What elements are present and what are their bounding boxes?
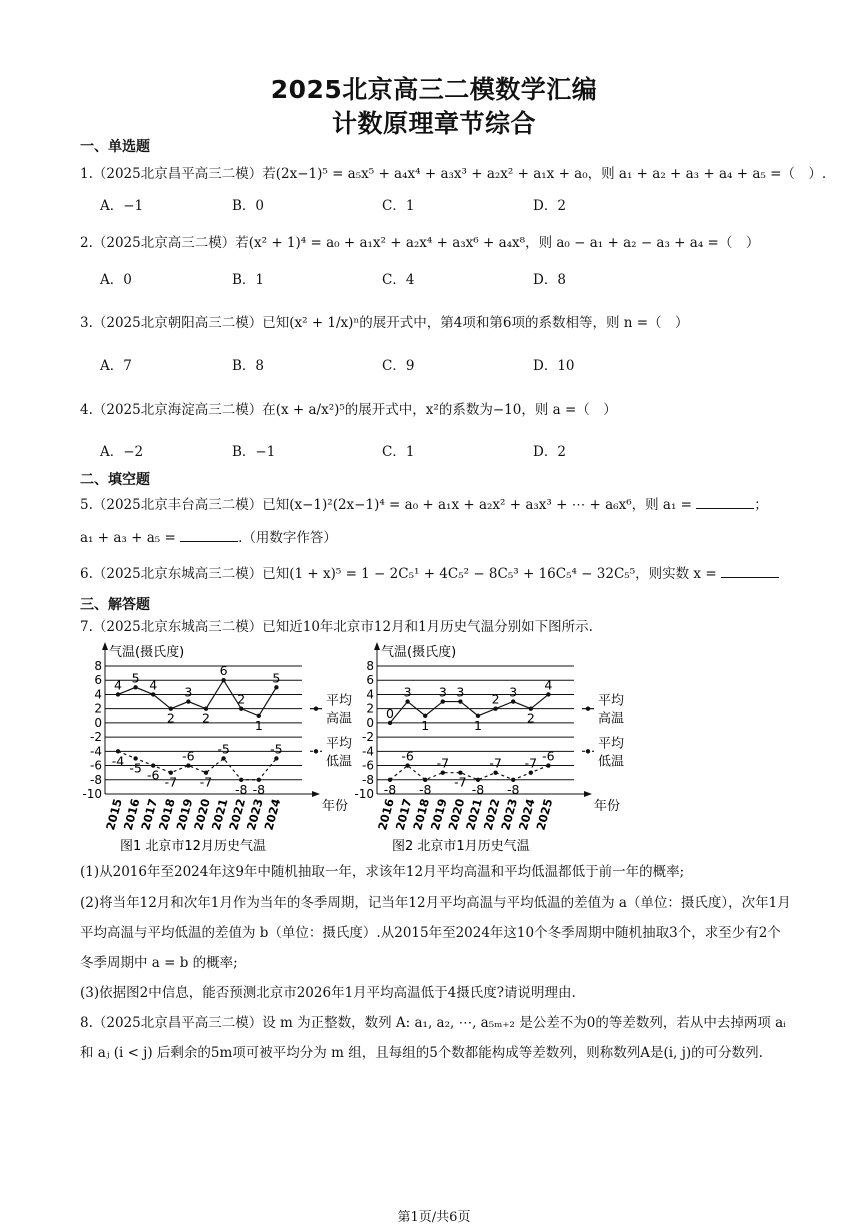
data-point-high <box>116 692 120 696</box>
data-point-low <box>274 756 278 760</box>
data-label: -8 <box>506 781 520 797</box>
data-point-high <box>388 721 392 725</box>
question-6-stem: 6.（2025北京东城高三二模）已知(1 + x)⁵ = 1 − 2C₅¹ + 4C₅² − 8C₅³ + 16C₅⁴ − 32C₅⁵，则实数 x = <box>80 566 717 582</box>
question-1-stem: 1.（2025北京昌平高三二模）若(2x−1)⁵ = a₅x⁵ + a₄x⁴ + a₃x³ + a₂x² + a₁x + a₀，则 a₁ + a₂ + a₃ + a₄ + a₅ =（ ）. <box>80 166 827 182</box>
data-label: 4 <box>544 677 553 693</box>
data-label: -5 <box>270 741 283 757</box>
y-tick-label: 6 <box>366 673 374 688</box>
question-4-stem: 4.（2025北京海淀高三二模）在(x + a/x²)⁵的展开式中，x²的系数为−10，则 a =（ ） <box>80 402 617 418</box>
data-point-high <box>511 699 515 703</box>
data-point-low <box>441 770 445 774</box>
y-tick-label: -2 <box>362 730 374 745</box>
x-tick-label: 2017 <box>392 797 415 832</box>
legend-label-low: 平均 <box>598 736 625 752</box>
y-tick-label: 8 <box>94 659 102 673</box>
data-label: 4 <box>149 677 158 693</box>
x-tick-label: 2020 <box>445 797 468 832</box>
data-label: -8 <box>234 781 248 797</box>
x-tick-label: 2016 <box>120 797 143 832</box>
data-label: -8 <box>471 781 485 797</box>
data-label: 2 <box>202 710 210 726</box>
q1-option-b: B．0 <box>232 198 265 214</box>
data-label: 3 <box>456 684 465 700</box>
y-tick-label: -6 <box>362 758 374 773</box>
legend-marker-high <box>586 706 590 710</box>
data-label: 3 <box>403 684 412 700</box>
chart-caption: 图2 北京市1月历史气温 <box>392 839 530 854</box>
x-tick-label: 2021 <box>463 797 485 832</box>
x-tick-label: 2022 <box>480 797 503 832</box>
data-label: 2 <box>526 710 535 726</box>
y-tick-label: -8 <box>90 772 102 787</box>
data-point-high <box>458 699 462 703</box>
q1-option-a: A．−1 <box>100 198 144 214</box>
data-label: 4 <box>114 677 122 693</box>
question-8-stem: 8.（2025北京昌平高三二模）设 m 为正整数，数列 A: a₁, a₂, ⋯, a₅ₘ₊₂ 是公差不为0的等差数列，若从中去掉两项 aᵢ 和 aⱼ (i < j) 后剩余的5m项可被平均分为 m 组，且每组的5个数都能构成等差数列，则称数列A是(i, j)的可分数列. <box>80 1015 786 1061</box>
data-point-high <box>493 706 497 710</box>
x-tick-label: 2019 <box>427 797 450 832</box>
question-7-part-1: (1)从2016年至2024年这9年中随机抽取一年，求该年12月平均高温和平均低温都低于前一年的概率; <box>80 864 685 880</box>
legend-label-high-2: 高温 <box>598 711 625 727</box>
data-label: -7 <box>489 755 502 771</box>
x-tick-label: 2018 <box>155 797 178 832</box>
q2-option-a: A．0 <box>100 272 132 288</box>
q2-option-d: D．8 <box>533 272 566 288</box>
y-tick-label: -6 <box>90 758 102 773</box>
question-7-intro: 7.（2025北京东城高三二模）已知近10年北京市12月和1月历史气温分别如下图所示. <box>80 619 593 635</box>
data-label: -8 <box>383 781 397 797</box>
y-tick-label: 6 <box>94 673 102 688</box>
data-point-high <box>546 692 550 696</box>
data-point-high <box>441 699 445 703</box>
data-label: 0 <box>386 705 394 721</box>
question-5-line1: 5.（2025北京丰台高三二模）已知(x−1)²(2x−1)⁴ = a₀ + a₁x + a₂x² + a₃x³ + ⋯ + a₆x⁶，则 a₁ = ； <box>80 493 768 513</box>
x-tick-label: 2017 <box>138 797 161 832</box>
chart-january-temperature <box>352 636 642 858</box>
q3-option-a: A．7 <box>100 358 132 374</box>
question-5-second-part: a₁ + a₃ + a₅ = <box>80 530 176 546</box>
x-tick-label: 2015 <box>103 797 125 832</box>
data-point-high <box>221 678 225 682</box>
x-axis-arrow <box>584 791 592 797</box>
section-heading-answer: 三、解答题 <box>80 597 150 613</box>
data-label: 2 <box>237 691 246 707</box>
legend-label-high: 平均 <box>598 693 625 709</box>
data-label: 3 <box>438 684 447 700</box>
y-tick-label: -10 <box>82 787 102 801</box>
data-point-high <box>186 699 190 703</box>
document-title: 2025北京高三二模数学汇编 <box>270 75 598 104</box>
x-tick-label: 2024 <box>261 797 284 832</box>
y-tick-label: 2 <box>366 701 374 716</box>
q1-option-d: D．2 <box>533 198 566 214</box>
legend-marker-low <box>586 749 590 753</box>
y-tick-label: 8 <box>366 659 374 673</box>
y-tick-label: 0 <box>94 715 102 730</box>
q4-option-a: A．−2 <box>100 444 144 460</box>
data-point-low <box>529 770 533 774</box>
data-label: -6 <box>146 767 160 783</box>
page-footer: 第1页/共6页 <box>397 1210 471 1225</box>
data-point-high <box>133 685 137 689</box>
data-label: -4 <box>111 753 125 769</box>
x-tick-label: 2022 <box>226 797 249 832</box>
question-7-part-3: (3)依据图2中信息，能否预测北京市2026年1月平均高温低于4摄氏度?请说明理由. <box>80 985 576 1001</box>
data-label: -6 <box>401 748 414 764</box>
data-label: -7 <box>199 774 213 790</box>
q1-option-c: C．1 <box>382 198 415 214</box>
data-point-high <box>239 706 243 710</box>
y-axis-arrow <box>102 642 108 650</box>
y-axis-arrow <box>374 642 380 650</box>
q5-blank-1[interactable] <box>696 494 754 509</box>
data-label: 5 <box>131 670 140 686</box>
data-label: 6 <box>219 663 228 679</box>
legend-label-high-2: 高温 <box>326 711 353 727</box>
data-label: 2 <box>491 691 500 707</box>
x-tick-label: 2016 <box>375 797 397 832</box>
data-label: -8 <box>418 781 432 797</box>
question-5-stem: 5.（2025北京丰台高三二模）已知(x−1)²(2x−1)⁴ = a₀ + a₁x + a₂x² + a₃x³ + ⋯ + a₆x⁶，则 a₁ = <box>80 497 692 513</box>
q3-option-b: B．8 <box>232 358 265 374</box>
x-tick-label: 2023 <box>243 797 266 832</box>
data-label: -7 <box>524 755 538 771</box>
chart-caption: 图1 北京市12月历史气温 <box>120 839 266 854</box>
q4-option-d: D．2 <box>533 444 566 460</box>
data-point-low <box>546 763 550 767</box>
data-label: -6 <box>182 748 195 764</box>
data-label: 1 <box>474 717 482 733</box>
question-3-stem: 3.（2025北京朝阳高三二模）已知(x² + 1/x)ⁿ的展开式中，第4项和第6项的系数相等，则 n =（ ） <box>80 315 689 331</box>
q2-option-c: C．4 <box>382 272 415 288</box>
section-heading-fill-blank: 二、填空题 <box>80 472 150 488</box>
data-label: -8 <box>252 781 266 797</box>
q5-blank-2[interactable] <box>180 527 238 542</box>
q6-blank[interactable] <box>721 563 779 578</box>
x-tick-label: 2018 <box>410 797 433 832</box>
y-axis-label: 气温(摄氏度) <box>381 645 457 660</box>
y-tick-label: 4 <box>366 687 374 702</box>
data-point-high <box>405 699 409 703</box>
y-tick-label: 0 <box>366 715 374 730</box>
data-point-high <box>151 692 155 696</box>
x-tick-label: 2023 <box>498 797 521 832</box>
legend-label-low-2: 低温 <box>326 754 353 770</box>
legend-marker-high <box>314 706 318 710</box>
data-point-low <box>405 763 409 767</box>
y-tick-label: -8 <box>362 772 374 787</box>
data-label: 1 <box>421 717 430 733</box>
question-2-stem: 2.（2025北京高三二模）若(x² + 1)⁴ = a₀ + a₁x² + a₂x⁴ + a₃x⁶ + a₄x⁸，则 a₀ − a₁ + a₂ − a₃ + a₄ =（ ） <box>80 235 760 251</box>
question-7-part-2: (2)将当年12月和次年1月作为当年的冬季周期，记当年12月平均高温与平均低温的差值为 a（单位：摄氏度），次年1月平均高温与平均低温的差值为 b（单位：摄氏度）.从2015年至2024年这10个冬季周期中随机抽取3个，求至少有2个冬季周期中 a = b 的概率; <box>80 895 791 971</box>
data-point-low <box>493 770 497 774</box>
y-tick-label: 2 <box>94 701 102 716</box>
y-tick-label: -10 <box>354 787 374 801</box>
section-heading-single-choice: 一、单选题 <box>80 139 150 155</box>
data-label: 2 <box>166 710 175 726</box>
x-axis-label: 年份 <box>322 799 349 814</box>
data-label: -6 <box>542 748 555 764</box>
data-label: -7 <box>164 774 178 790</box>
y-tick-label: -4 <box>362 744 374 759</box>
legend-label-low: 平均 <box>326 736 353 752</box>
x-tick-label: 2020 <box>191 797 213 832</box>
question-5-line2 <box>80 526 337 546</box>
data-label: -5 <box>129 760 142 776</box>
data-label: 5 <box>272 670 281 686</box>
chart-december-temperature <box>80 636 370 858</box>
y-tick-label: 4 <box>94 687 102 702</box>
q4-option-c: C．1 <box>382 444 415 460</box>
data-label: 3 <box>509 684 518 700</box>
q4-option-b: B．−1 <box>232 444 276 460</box>
q3-option-d: D．10 <box>533 358 575 374</box>
data-label: -7 <box>454 774 467 790</box>
data-label: 3 <box>184 684 193 700</box>
y-axis-label: 气温(摄氏度) <box>109 645 185 660</box>
series-line-high <box>118 680 276 716</box>
data-point-low <box>221 756 225 760</box>
x-axis-label: 年份 <box>594 799 621 814</box>
data-label: -5 <box>217 741 230 757</box>
data-label: -7 <box>436 755 450 771</box>
legend-label-low-2: 低温 <box>598 754 625 770</box>
legend-label-high: 平均 <box>326 693 353 709</box>
x-tick-label: 2021 <box>208 797 231 832</box>
x-tick-label: 2024 <box>515 797 538 832</box>
y-tick-label: -4 <box>90 744 102 759</box>
q3-option-c: C．9 <box>382 358 415 374</box>
data-point-high <box>274 685 278 689</box>
x-tick-label: 2019 <box>173 797 196 832</box>
y-tick-label: -2 <box>90 730 102 745</box>
legend-marker-low <box>314 749 318 753</box>
q2-option-b: B．1 <box>232 272 265 288</box>
data-label: 1 <box>254 717 263 733</box>
x-axis-arrow <box>312 791 320 797</box>
x-tick-label: 2025 <box>533 797 556 832</box>
question-5-note: .（用数字作答） <box>238 530 337 546</box>
data-point-low <box>186 763 190 767</box>
question-6-line <box>80 562 779 582</box>
document-subtitle: 计数原理章节综合 <box>331 109 536 138</box>
